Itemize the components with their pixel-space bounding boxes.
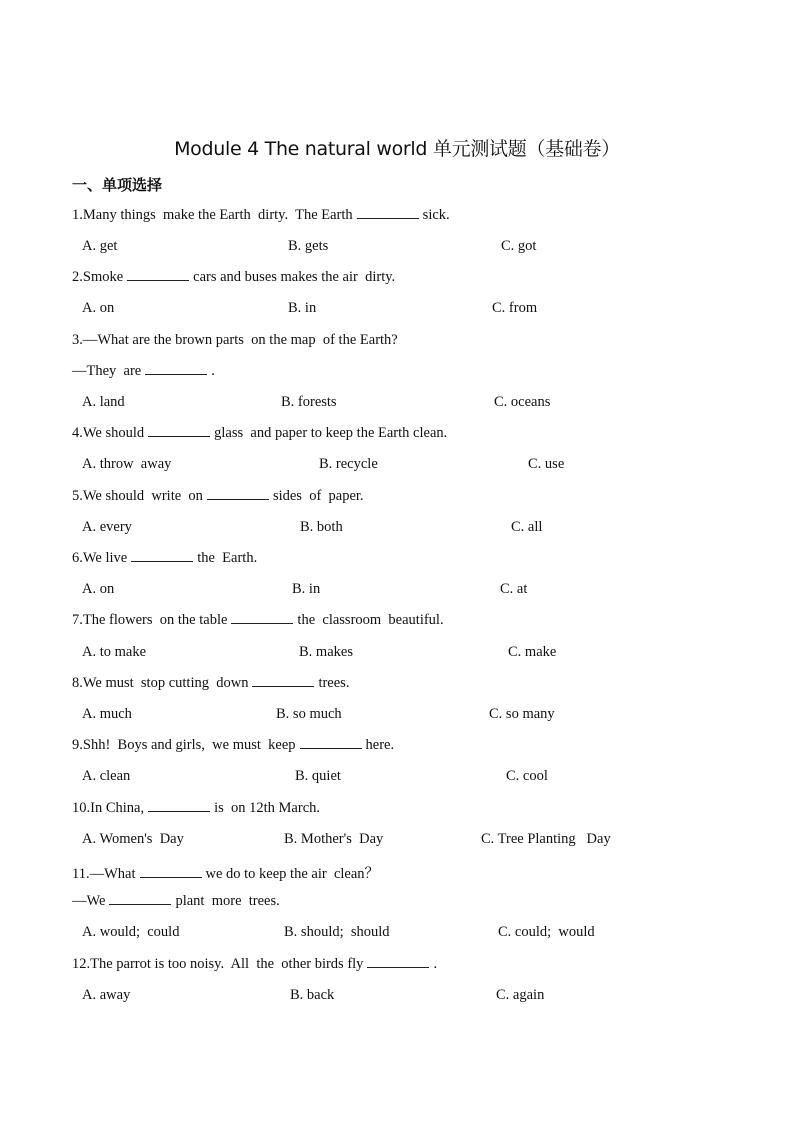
- question-text: 9.Shh! Boys and girls, we must keep: [72, 737, 296, 753]
- answer-blank: [300, 737, 362, 749]
- question-text: plant more trees.: [175, 893, 280, 909]
- question-text: 10.In China,: [72, 800, 145, 816]
- question-2: [72, 269, 395, 286]
- answer-blank: [367, 956, 429, 968]
- question-text: 11.—What: [72, 866, 136, 882]
- question-text: the classroom beautiful.: [297, 612, 444, 628]
- question-text: .: [433, 956, 438, 972]
- answer-blank: [109, 893, 171, 905]
- option-a: A. much: [82, 706, 132, 722]
- option-a: A. every: [82, 519, 132, 535]
- question-3-answer-line: [72, 363, 215, 380]
- question-text: sick.: [422, 207, 450, 223]
- option-a: A. to make: [82, 644, 147, 660]
- option-b: B. gets: [288, 238, 329, 254]
- question-text: glass and paper to keep the Earth clean.: [214, 425, 448, 441]
- question-text: 5.We should write on: [72, 488, 203, 504]
- option-a: A. on: [82, 300, 115, 316]
- answer-blank: [148, 425, 210, 437]
- question-text: 4.We should: [72, 425, 145, 441]
- question-12: [72, 956, 437, 973]
- option-b: B. so much: [276, 706, 342, 722]
- question-1: [72, 207, 450, 224]
- option-b: B. in: [292, 581, 321, 597]
- option-b: B. quiet: [295, 768, 341, 784]
- question-text: 8.We must stop cutting down: [72, 675, 249, 691]
- question-text: the Earth.: [197, 550, 258, 566]
- option-c: C. at: [500, 581, 528, 597]
- question-text: trees.: [318, 675, 350, 691]
- question-6: [72, 550, 257, 567]
- question-9: [72, 737, 394, 754]
- option-c: C. could; would: [498, 924, 595, 940]
- option-c: C. all: [511, 519, 543, 535]
- answer-blank: [357, 207, 419, 219]
- answer-blank: [131, 550, 193, 562]
- option-b: B. makes: [299, 644, 353, 660]
- answer-blank: [207, 488, 269, 500]
- question-7: [72, 612, 444, 629]
- option-b: B. back: [290, 987, 335, 1003]
- answer-blank: [127, 269, 189, 281]
- question-5: [72, 488, 364, 505]
- option-a: A. on: [82, 581, 115, 597]
- option-a: A. get: [82, 238, 118, 254]
- question-text: we do to keep the air clean？: [205, 866, 380, 882]
- option-a: A. Women's Day: [82, 831, 184, 847]
- option-b: B. should; should: [284, 924, 390, 940]
- option-a: A. land: [82, 394, 125, 410]
- option-b: B. both: [300, 519, 343, 535]
- question-4: [72, 425, 447, 442]
- option-a: A. away: [82, 987, 131, 1003]
- question-text: 7.The flowers on the table: [72, 612, 228, 628]
- option-c: C. got: [501, 238, 537, 254]
- answer-blank: [148, 800, 210, 812]
- option-c: C. again: [496, 987, 545, 1003]
- answer-blank: [252, 675, 314, 687]
- question-text: sides of paper.: [272, 488, 364, 504]
- option-b: B. Mother's Day: [284, 831, 384, 847]
- option-c: C. make: [508, 644, 557, 660]
- option-c: C. so many: [489, 706, 555, 722]
- page-title: Module 4 The natural world 单元测试题（基础卷）: [174, 138, 620, 160]
- answer-blank: [231, 612, 293, 624]
- option-c: C. Tree Planting Day: [481, 831, 611, 847]
- question-text: —We: [72, 893, 106, 909]
- question-text: 2.Smoke: [72, 269, 124, 285]
- question-text: .: [211, 363, 215, 379]
- question-11-answer-line: [72, 893, 280, 910]
- option-b: B. forests: [281, 394, 337, 410]
- question-text: —They are: [72, 363, 142, 379]
- option-a: A. throw away: [82, 456, 172, 472]
- question-text: here.: [365, 737, 395, 753]
- question-11: [72, 862, 379, 883]
- question-3: 3.—What are the brown parts on the map of the Earth?: [72, 332, 398, 348]
- option-b: B. recycle: [319, 456, 378, 472]
- option-c: C. cool: [506, 768, 548, 784]
- answer-blank: [140, 866, 202, 878]
- section-heading: 一、单项选择: [72, 176, 163, 194]
- question-text: cars and buses makes the air dirty.: [193, 269, 396, 285]
- option-c: C. from: [492, 300, 538, 316]
- option-b: B. in: [288, 300, 317, 316]
- answer-blank: [145, 363, 207, 375]
- option-c: C. use: [528, 456, 565, 472]
- question-text: is on 12th March.: [214, 800, 321, 816]
- option-a: A. would; could: [82, 924, 180, 940]
- option-a: A. clean: [82, 768, 131, 784]
- question-text: 1.Many things make the Earth dirty. The Earth: [72, 207, 353, 223]
- question-8: [72, 675, 349, 692]
- question-text: 6.We live: [72, 550, 128, 566]
- option-c: C. oceans: [494, 394, 551, 410]
- question-text: 12.The parrot is too noisy. All the other birds fly: [72, 956, 364, 972]
- question-10: [72, 800, 320, 817]
